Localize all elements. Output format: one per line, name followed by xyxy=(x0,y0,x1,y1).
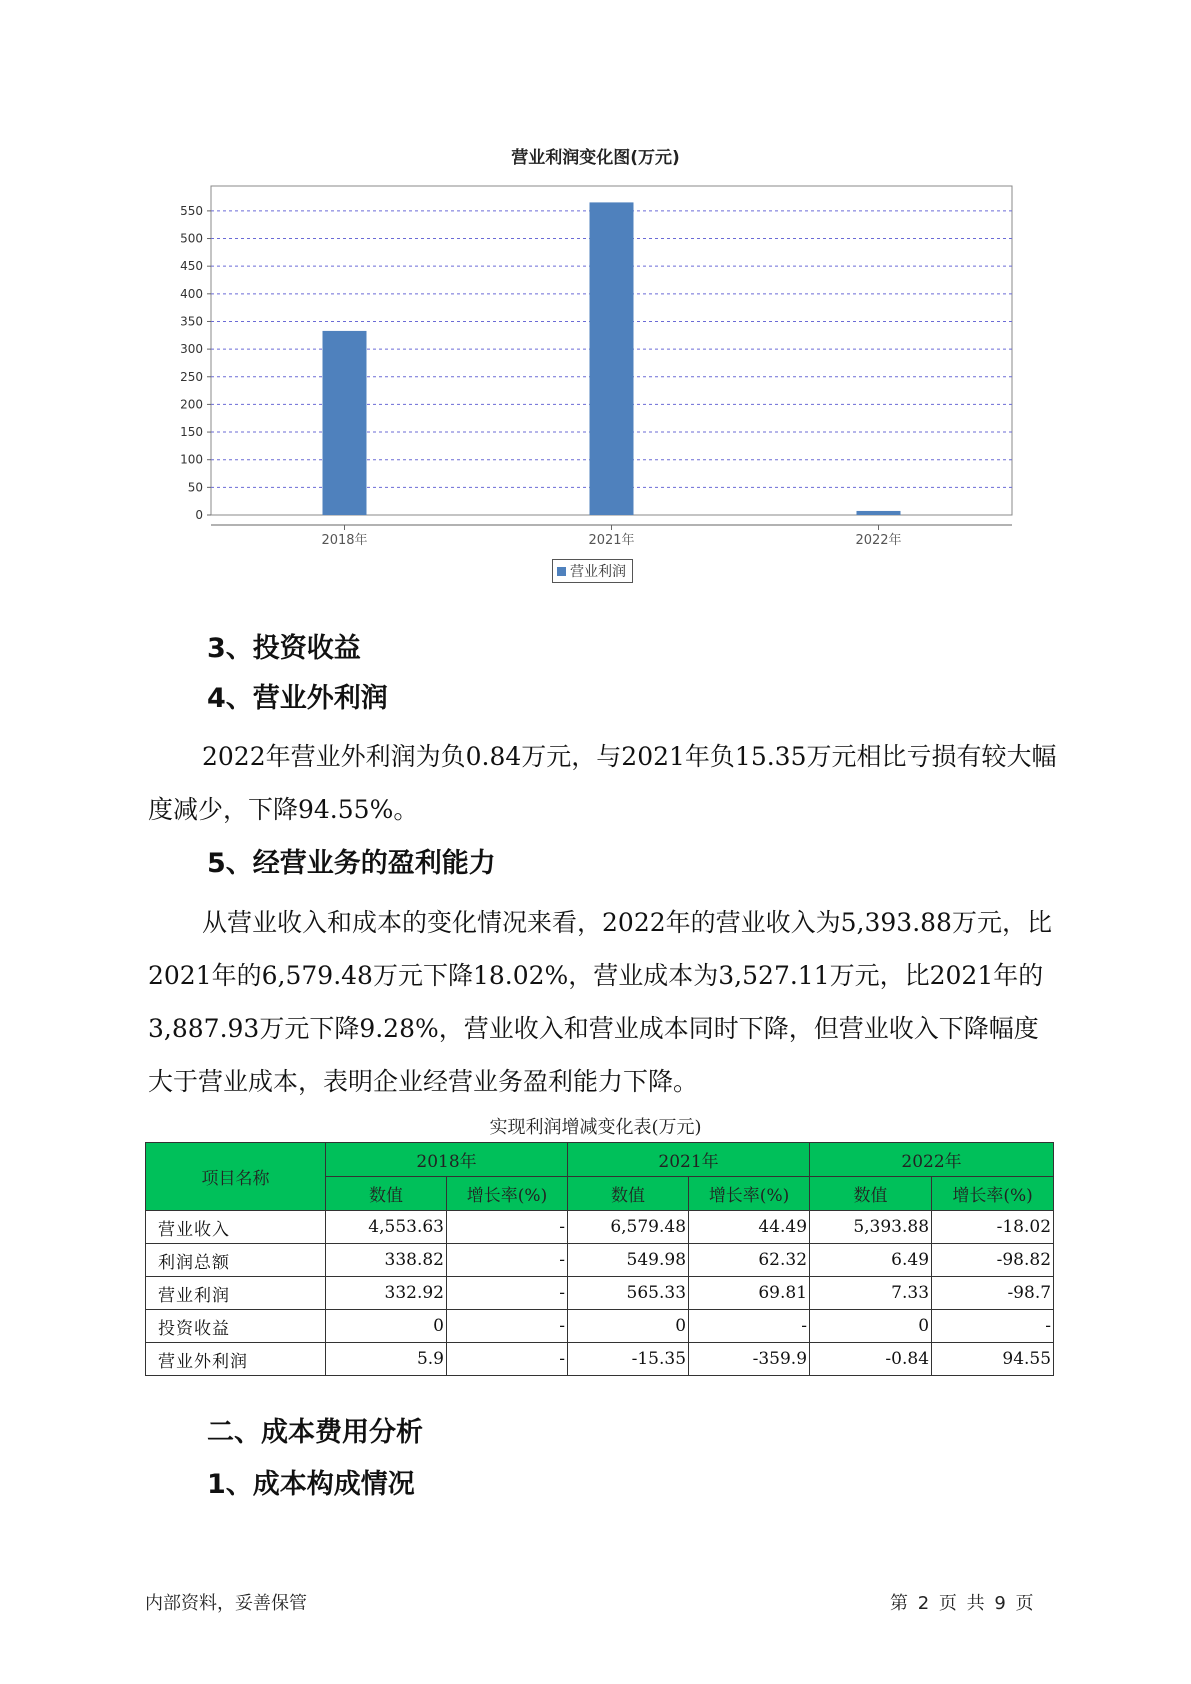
cell-growth-rate: - xyxy=(447,1310,568,1343)
cell-value: 332.92 xyxy=(326,1277,447,1310)
cell-value: 0 xyxy=(326,1310,447,1343)
cell-value: 6,579.48 xyxy=(568,1211,689,1244)
table-row xyxy=(146,1211,1054,1244)
x-tick-label: 2022年 xyxy=(855,533,902,548)
profit-change-table xyxy=(145,1142,1054,1376)
cell-growth-rate: - xyxy=(932,1310,1054,1343)
row-item-name: 营业收入 xyxy=(146,1211,326,1244)
cell-value: 6.49 xyxy=(810,1244,932,1277)
table-row xyxy=(146,1244,1054,1277)
heading-profitability: 5、经营业务的盈利能力 xyxy=(207,848,496,879)
cell-value: 5.9 xyxy=(326,1343,447,1376)
bar xyxy=(590,202,634,515)
row-item-name: 利润总额 xyxy=(146,1244,326,1277)
cell-growth-rate: - xyxy=(447,1343,568,1376)
cell-growth-rate: 69.81 xyxy=(689,1277,810,1310)
cell-growth-rate: - xyxy=(689,1310,810,1343)
cell-value: -15.35 xyxy=(568,1343,689,1376)
cell-growth-rate: - xyxy=(447,1244,568,1277)
row-item-name: 营业利润 xyxy=(146,1277,326,1310)
y-tick-label: 400 xyxy=(180,286,203,301)
heading-cost-analysis: 二、成本费用分析 xyxy=(207,1417,423,1448)
paragraph-profitability: 从营业收入和成本的变化情况来看，2022年的营业收入为5,393.88万元，比2021年的6,579.48万元下降18.02%，营业成本为3,527.11万元，比2021年的3,887.93万元下降9.28%，营业收入和营业成本同时下降，但营业收入下降幅度大于营业成本，表明企业经营业务盈利能力下降。 xyxy=(148,908,1052,1096)
subheader-rate: 增长率(%) xyxy=(447,1177,568,1211)
table-row xyxy=(146,1343,1054,1376)
heading-investment-income: 3、投资收益 xyxy=(207,633,361,664)
heading-cost-composition: 1、成本构成情况 xyxy=(207,1469,415,1500)
cell-value: 549.98 xyxy=(568,1244,689,1277)
cell-value: 565.33 xyxy=(568,1277,689,1310)
y-tick-label: 550 xyxy=(180,203,203,218)
chart-title: 营业利润变化图(万元) xyxy=(511,148,680,168)
legend-label: 营业利润 xyxy=(570,564,626,580)
y-tick-label: 450 xyxy=(180,259,203,274)
paragraph-non-operating-profit: 2022年营业外利润为负0.84万元，与2021年负15.35万元相比亏损有较大幅度减少，下降94.55%。 xyxy=(148,742,1057,824)
row-item-name: 营业外利润 xyxy=(146,1343,326,1376)
cell-growth-rate: -98.7 xyxy=(932,1277,1054,1310)
subheader-rate: 增长率(%) xyxy=(689,1177,810,1211)
y-tick-label: 300 xyxy=(180,342,203,357)
cell-value: 0 xyxy=(568,1310,689,1343)
cell-value: 0 xyxy=(810,1310,932,1343)
heading-non-operating-profit: 4、营业外利润 xyxy=(207,683,388,714)
cell-value: 338.82 xyxy=(326,1244,447,1277)
table-title: 实现利润增减变化表(万元) xyxy=(489,1117,702,1138)
bar xyxy=(857,511,901,515)
y-tick-label: 500 xyxy=(180,231,203,246)
footer-confidential-note: 内部资料，妥善保管 xyxy=(145,1593,307,1614)
y-tick-label: 250 xyxy=(180,369,203,384)
table-header-row xyxy=(146,1143,1054,1177)
cell-value: 5,393.88 xyxy=(810,1211,932,1244)
header-year: 2022年 xyxy=(810,1143,1054,1177)
cell-value: -0.84 xyxy=(810,1343,932,1376)
row-item-name: 投资收益 xyxy=(146,1310,326,1343)
legend-swatch xyxy=(557,567,566,576)
subheader-value: 数值 xyxy=(810,1177,932,1211)
cell-growth-rate: - xyxy=(447,1211,568,1244)
cell-growth-rate: -18.02 xyxy=(932,1211,1054,1244)
y-tick-label: 150 xyxy=(180,425,203,440)
cell-growth-rate: 94.55 xyxy=(932,1343,1054,1376)
cell-value: 4,553.63 xyxy=(326,1211,447,1244)
x-tick-label: 2018年 xyxy=(321,533,368,548)
subheader-value: 数值 xyxy=(326,1177,447,1211)
chart-legend xyxy=(552,559,633,583)
table-row xyxy=(146,1277,1054,1310)
header-item-name: 项目名称 xyxy=(146,1143,326,1211)
y-tick-label: 0 xyxy=(195,508,203,522)
header-year: 2021年 xyxy=(568,1143,810,1177)
subheader-rate: 增长率(%) xyxy=(932,1177,1054,1211)
y-tick-label: 100 xyxy=(180,452,203,467)
header-year: 2018年 xyxy=(326,1143,568,1177)
subheader-value: 数值 xyxy=(568,1177,689,1211)
y-tick-label: 350 xyxy=(180,314,203,329)
cell-growth-rate: -98.82 xyxy=(932,1244,1054,1277)
footer-page-number: 第 2 页 共 9 页 xyxy=(890,1593,1034,1614)
bar xyxy=(323,331,367,515)
y-tick-label: 200 xyxy=(180,397,203,412)
cell-growth-rate: 44.49 xyxy=(689,1211,810,1244)
cell-growth-rate: -359.9 xyxy=(689,1343,810,1376)
table-row xyxy=(146,1310,1054,1343)
cell-growth-rate: 62.32 xyxy=(689,1244,810,1277)
cell-value: 7.33 xyxy=(810,1277,932,1310)
y-tick-label: 50 xyxy=(187,480,203,495)
x-tick-label: 2021年 xyxy=(588,533,635,548)
operating-profit-chart xyxy=(0,0,1191,600)
cell-growth-rate: - xyxy=(447,1277,568,1310)
